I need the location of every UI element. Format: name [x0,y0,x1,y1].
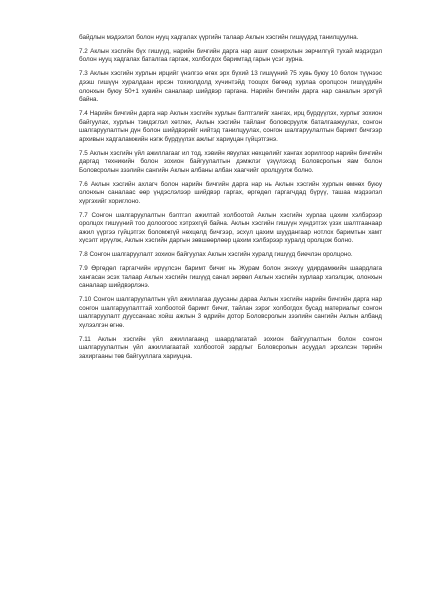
paragraph-7-6: 7.6 Аклын хэсгийн ахлагч болон нарийн бичгийн дарга нар нь Аклын хэсгийн хурлын өмнөх буюу олонхын саналаас өөр үндэслэлээр шийдвэр гаргах, өргөдөл гаргагчдад бүрүү, ташаа мэдээлэл хүргэхийг хориглоно. [79,180,382,205]
paragraph-7-2: 7.2 Аклын хэсгийн бүх гишүүд, нарийн бичгийн дарга нар ашиг сонирхлын зөрчилгүй тухай мэдэгдэл болон нууц хадгалах баталгаа гаргаж, холбогдох баримтад гарын үсэг зурна. [79,47,382,64]
paragraph-7-10: 7.10 Сонгон шалгаруулалтын үйл ажиллагаа дуусаны дараа Аклын хэсгийн нарийн бичгийн дарга нар сонгон шалгаруулалттай холбоотой баримт бичиг, тайлан зэрэг холбогдох бусад материалыг сонгон шалгаруулалт дууссанаас хойш ажлын 3 өдрийн дотор Боловсролын зээлийн сангийн Аклын албанд хүлээлгэн өгнө. [79,296,382,329]
document-body [79,34,382,367]
paragraph-7-11: 7.11 Аклын хэсгийн үйл ажиллагаанд шаардлагатай зохион байгуулалтын болон сонгон шалгаруулалтын үйл ажиллагаатай холбоотой зардлыг Боловсролын асуудал эрхэлсэн төрийн захиргааны төв байгууллага хариуцна. [79,335,382,360]
paragraph-7-1-continued: байдлын мэдээлэл болон нууц хадгалах үүргийн талаар Аклын хэсгийн гишүүдэд танилцуулна. [79,34,359,41]
paragraph-7-9: 7.9 Өргөдөл гаргагчийн ирүүлсэн баримт бичиг нь Журам болон энэхүү удирдамжийн шаардлага хангасан эсэх талаар Аклын хэсгийн гишүүд санал зөрвөл Аклын хэсгийн хурлаар хэлэлцэж, олонхын саналаар шийдвэрлэнэ. [79,265,382,290]
paragraph-7-3: 7.3 Аклын хэсгийн хурлын ирцийг үнэлгээ өгөх эрх бүхий 13 гишүүний 75 хувь буюу 10 болон түүнээс дээш гишүүн хуралдаан ирсэн тохиолдолд хүчинтэйд тооцох бөгөөд хурлаа оролцсон гишүүдийн олонхын буюу 50+1 хувийн саналаар шийдвэр гаргана. Нарийн бичгийн дарга нар саналын эрхгүй байна. [79,70,382,104]
paragraph-7-4: 7.4 Нарийн бичгийн дарга нар Аклын хэсгийн хурлын бэлтгэлийг хангах, ирц бүрдүүлэх, хурлыг зохион байгуулах, хурлын тэмдэглэл хөтлөх, Аклын хэсгийн тайланг боловсруулж баталгаажуулах, сонгон шалгаруулалтын дүн болон шийдвэрийг нийтэд танилцуулах, сонгон шалгаруулалтын баримт бичгээр архивын хадгаламжийн нэгж бүрдүүлэх ажлыг хариуцан гүйцэтгэнэ. [79,110,382,143]
paragraph-7-8: 7.8 Сонгон шалгаруулалт зохион байгуулах Аклын хэсгийн хуралд гишүүд биечлэн оролцоно. [79,251,353,259]
paragraph-7-5: 7.5 Аклын хэсгийн үйл ажиллагааг ил тод, хэвийн явуулах нөхцөлийг хангах зорилгоор нарийн бичгийн даргад техникийн болон зохион байгуулалтын дэмжлэг үзүүлэхэд Боловсролын яам болон Боловсролын зээлийн сангийн Аклын албаны албан хаагчийг оролцуулж болно. [79,149,382,174]
paragraph-7-7: 7.7 Сонгон шалгаруулалтын бэлтгэл ажилтай холбоотой Аклын хэсгийн хурлаа цахим хэлбэрээр оролцох гишүүний тоо долоогоос хэтрэхгүй байна. Аклын хэсгийн гишүүн хүндэтгэх үзэх шалтгаанаар ажил үүргээ гүйцэтгэх боломжгүй нөхцөлд бичгээр, эсхүл цахим шуудангаар нотлох баримтын хамт хүсэлт ирүүлж, Аклын хэсгийн даргын зөвшөөрлөөр цахим хэлбэрээр хуралд оролцож болно. [79,211,382,245]
